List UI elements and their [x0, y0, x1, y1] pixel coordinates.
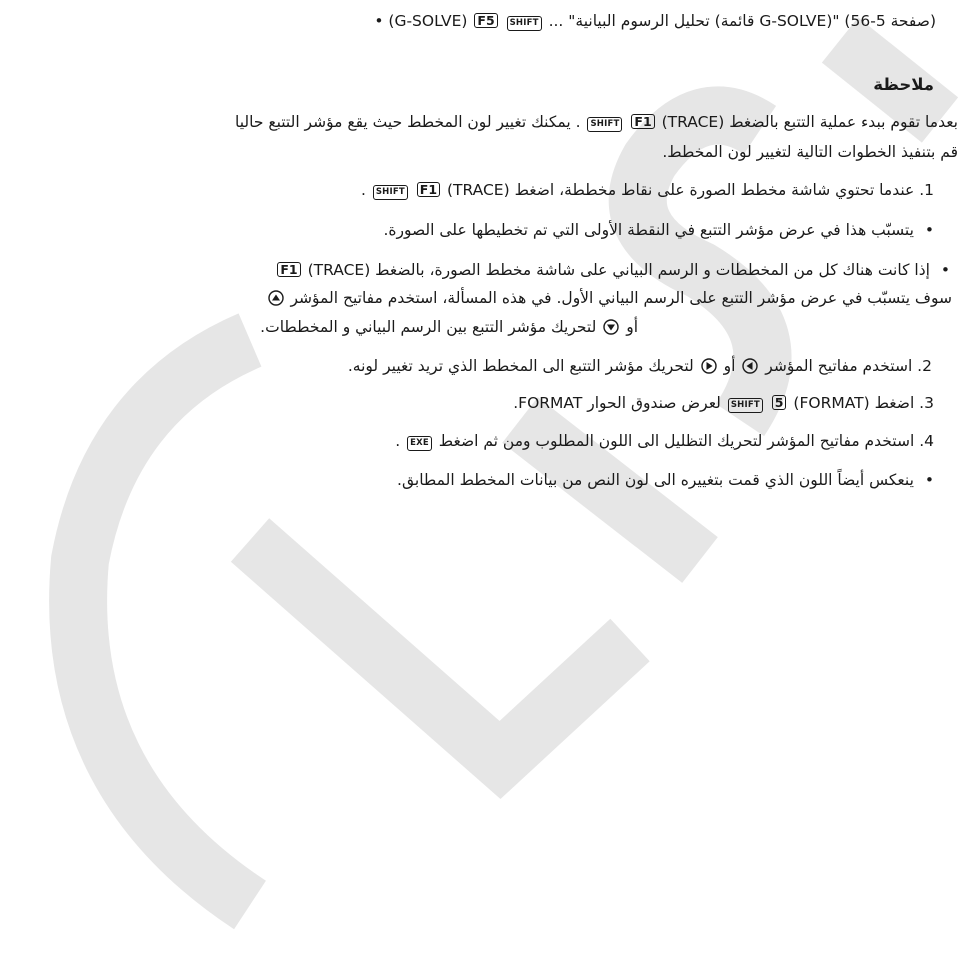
note-paragraph-line1: بعدما تقوم ببدء عملية التتبع بالضغط (TRACE) F1 SHIFT . يمكنك تغيير لون المخطط حيث يقع مؤشر التتبع حاليا — [234, 113, 958, 131]
cursor-left-key-icon — [742, 358, 758, 374]
key-5-icon: 5 — [772, 395, 787, 410]
step-1: 1. عندما تحتوي شاشة مخطط الصورة على نقاط مخططة، اضغط (TRACE) F1 SHIFT . — [360, 181, 934, 199]
note-paragraph-line2: قم بتنفيذ الخطوات التالية لتغيير لون المخطط. — [662, 143, 958, 161]
cursor-down-key-icon — [603, 319, 619, 335]
g-solve-description: ... "تحليل الرسوم البيانية (قائمة G-SOLVE)" (صفحة 5-56) — [548, 12, 936, 30]
shift-key-icon: SHIFT — [507, 16, 542, 31]
step-4-bullet: • ينعكس أيضاً اللون الذي قمت بتغييره الى لون النص من بيانات المخطط المطابق. — [397, 471, 934, 489]
step-1-bullet-2-line3: أو لتحريك مؤشر التتبع بين الرسم البياني و المخططات. — [260, 318, 638, 336]
step-2: 2. استخدم مفاتيح المؤشر أو لتحريك مؤشر التتبع الى المخطط الذي تريد تغيير لونه. — [347, 357, 932, 375]
bullet-icon: • — [924, 221, 934, 239]
step-4: 4. استخدم مفاتيح المؤشر لتحريك التظليل الى اللون المطلوب ومن ثم اضغط EXE . — [395, 432, 934, 450]
shift-key-icon: SHIFT — [587, 117, 622, 132]
bullet-icon: • — [374, 12, 384, 30]
f1-key-icon: F1 — [631, 114, 654, 129]
g-solve-label: (G-SOLVE) — [388, 12, 468, 30]
step-3: 3. اضغط (FORMAT) 5 SHIFT لعرض صندوق الحوار FORMAT. — [513, 394, 934, 412]
exe-key-icon: EXE — [407, 436, 432, 451]
shift-key-icon: SHIFT — [373, 185, 408, 200]
f1-key-icon: F1 — [417, 182, 440, 197]
step-1-bullet-2-line1: • إذا كانت هناك كل من المخططات و الرسم البياني على شاشة مخطط الصورة، بالضغط (TRACE) F1 — [275, 259, 950, 281]
cursor-up-key-icon — [268, 290, 284, 306]
bullet-icon: • — [940, 261, 950, 279]
f1-key-icon: F1 — [277, 262, 300, 277]
shift-key-icon: SHIFT — [728, 398, 763, 413]
step-1-bullet-2-line2: سوف يتسبّب في عرض مؤشر التتبع على الرسم البياني الأول. في هذه المسألة، استخدم مفاتيح المؤشر — [266, 287, 952, 309]
f5-key-icon: F5 — [474, 13, 497, 28]
cursor-right-key-icon — [701, 358, 717, 374]
bullet-icon: • — [924, 471, 934, 489]
g-solve-reference — [368, 10, 936, 32]
note-title: ملاحظة — [873, 75, 934, 94]
step-1-bullet-1: • يتسبّب هذا في عرض مؤشر التتبع في النقطة الأولى التي تم تخطيطها على الصورة. — [383, 221, 934, 239]
